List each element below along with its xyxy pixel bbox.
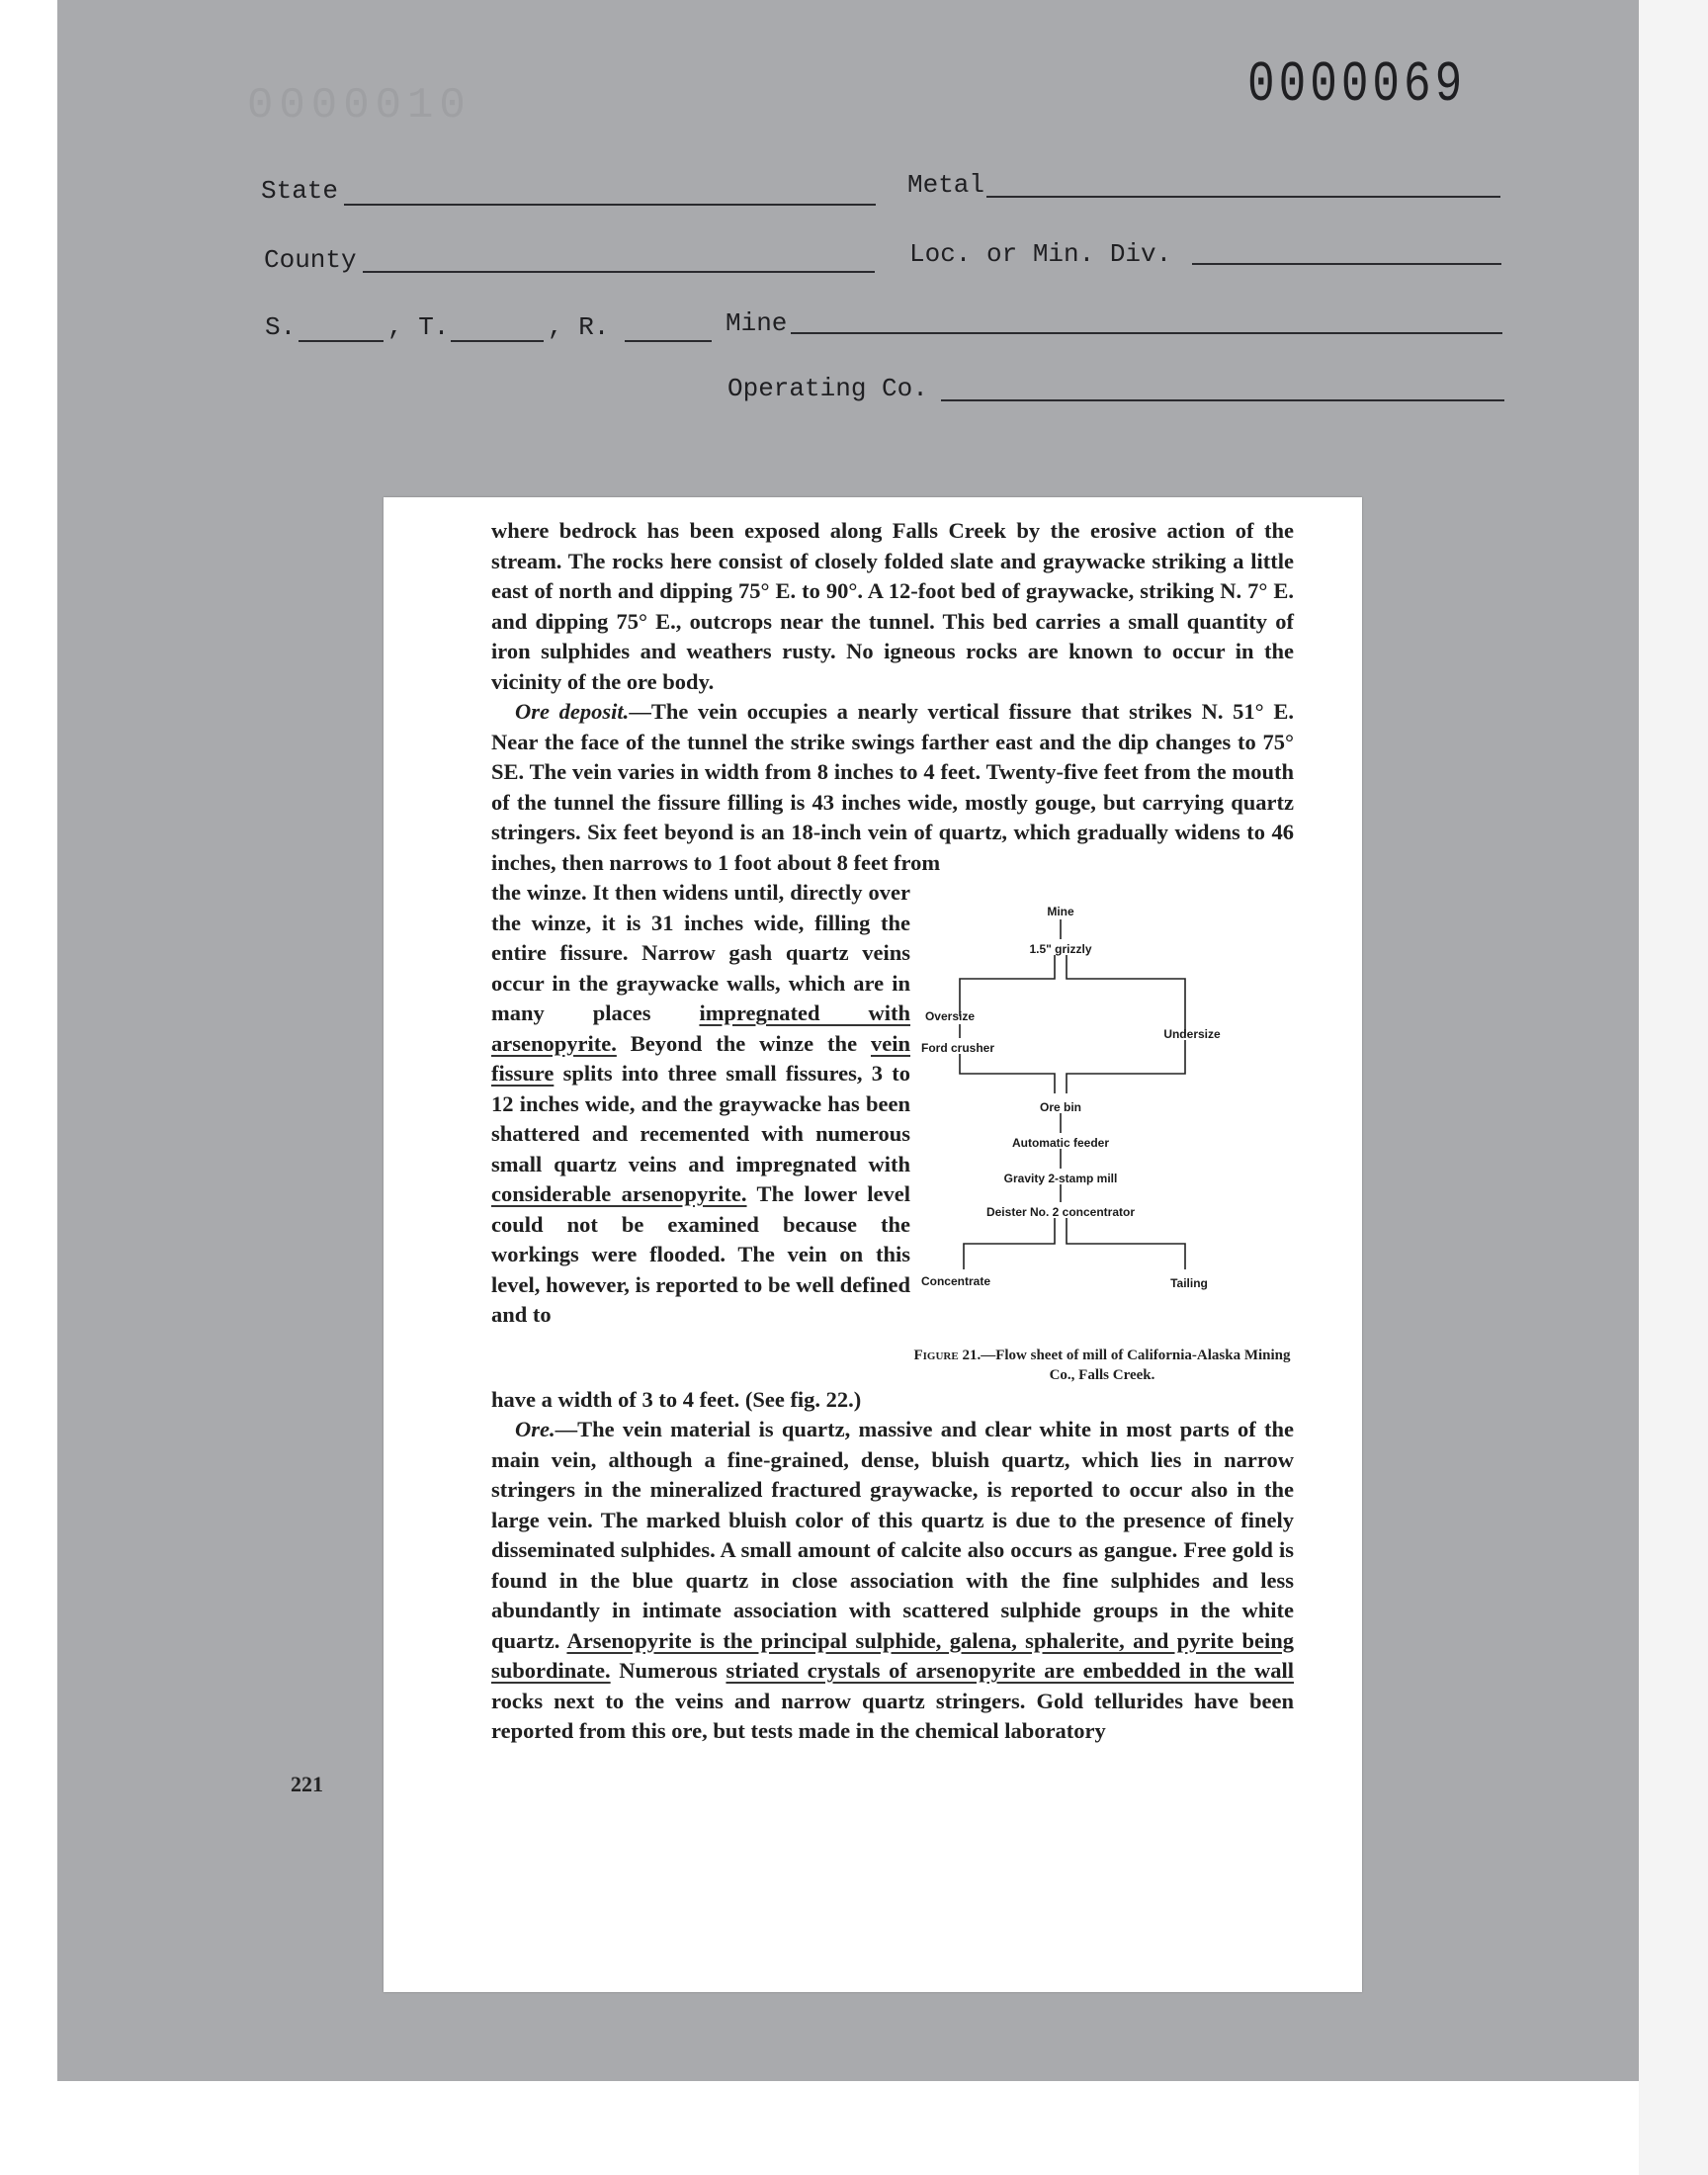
range-label: , R. [548,312,610,342]
node-mine: Mine [1047,905,1074,918]
underlined-text-3: considerable arsenopyrite. [491,1181,747,1206]
node-concentrate: Concentrate [920,1274,991,1288]
ore-text-b: Numerous [610,1658,726,1683]
node-mill: Gravity 2-stamp mill [1003,1172,1118,1185]
node-ore-bin: Ore bin [1039,1100,1082,1114]
ore-underlined-1: Arsenopyrite is the principal sulphide, galena, sphalerite, and pyrite being subordinate. [491,1627,1294,1683]
ore-text-c: rocks next to the veins and narrow quartz stringers. Gold tellurides have been reported from this ore, but tests made in the chemical laboratory [491,1688,1294,1743]
underlined-text-2: vein fissure [491,1030,910,1086]
underlined-text-1: impregnated with arsenopyrite. [491,1000,910,1056]
node-feeder: Automatic feeder [1011,1136,1110,1150]
opco-field-line[interactable] [941,399,1504,401]
ore-heading: Ore. [515,1417,555,1441]
figure-caption-text: —Flow sheet of mill of California-Alaska Mining Co., Falls Creek. [981,1347,1291,1383]
figure-caption-label: Figure 21. [913,1347,982,1363]
mine-label: Mine [726,308,788,338]
wrapped-text-c: splits into three small fissures, 3 to 12 inches wide, and the graywacke has been shattered and recemented with numerous small quartz veins and impregnated with [491,1061,910,1176]
node-oversize: Oversize [924,1009,976,1023]
paragraph-width: have a width of 3 to 4 feet. (See fig. 22.) [491,1386,862,1412]
ore-underlined-2: striated crystals of arsenopyrite are embedded in the wall [726,1658,1294,1683]
figure-21 [910,878,1294,1385]
opco-label: Operating Co. [727,374,928,403]
node-concentrator: Deister No. 2 concentrator [985,1205,1136,1219]
wrapped-text-b: Beyond the winze the [616,1030,871,1056]
township-field-line[interactable] [451,340,544,342]
page-text [491,516,1294,1747]
wrapped-text-d: The lower level could not be examined because the workings were flooded. The vein on this level, however, is reported to be well defined and to [491,1181,910,1327]
scan-edge [1639,0,1708,2175]
metal-label: Metal [907,170,985,200]
ore-deposit-text: —The vein occupies a nearly vertical fissure that strikes N. 51° E. Near the face of the tunnel the strike swings farther east and the dip changes to 75° SE. The vein varies in width from 8 inches to 4 feet. Twenty-five feet from the mouth of the tunnel the fissure filling is 43 inches wide, mostly gouge, but carrying quartz stringers. Six feet beyond is an 18-inch vein of quartz, which gradually widens to 46 inches, then narrows to 1 foot about 8 feet from [491,699,1294,875]
loc-field-line[interactable] [1192,263,1501,265]
county-label: County [264,245,357,275]
range-field-line[interactable] [625,340,712,342]
paragraph-ore [491,1415,1294,1747]
ghost-serial: 0000010 [247,81,471,130]
ore-text-a: —The vein material is quartz, massive and clear white in most parts of the main vein, although a fine-grained, dense, bluish quartz, which lies in narrow stringers in the mineralized fractured graywacke, is reported to occur also in the large vein. The marked bluish color of this quartz is due to the presence of finely disseminated sulphides. A small amount of calcite also occurs as gangue. Free gold is found in the blue quartz in close association with the fine sulphides and less abundantly in intimate association with scattered sulphide groups in the white quartz. [491,1417,1294,1653]
county-field-line[interactable] [363,271,875,273]
mine-field-line[interactable] [791,332,1502,334]
metal-field-line[interactable] [986,196,1500,198]
node-tailing: Tailing [1170,1276,1208,1290]
wrapped-text-a: the winze. It then widens until, directly over the winze, it is 31 inches wide, filling the entire fissure. Narrow gash quartz veins occur in the graywacke walls, which are in many places [491,880,910,1025]
state-field-line[interactable] [344,204,876,206]
wrapped-text-column [491,878,910,1385]
node-undersize: Undersize [1163,1027,1221,1041]
page-number: 221 [291,1772,323,1796]
paragraph-bedrock: where bedrock has been exposed along Falls Creek by the erosive action of the stream. The rocks here consist of closely folded slate and graywacke striking a little east of north and dipping 75° E. to 90°. A 12-foot bed of graywacke, striking N. 7° E. and dipping 75° E., outcrops near the tunnel. This bed carries a small quantity of iron sulphides and weathers rusty. No igneous rocks are known to occur in the vicinity of the ore body. [491,518,1294,694]
serial-number: 0000069 [1247,52,1467,118]
ore-deposit-heading: Ore deposit. [515,699,630,724]
node-grizzly: 1.5" grizzly [1029,942,1092,956]
section-field-line[interactable] [299,340,384,342]
text-figure-wrap [491,878,1294,1385]
state-label: State [261,176,339,206]
flow-sheet-diagram [910,878,1294,1333]
loc-label: Loc. or Min. Div. [909,239,1172,269]
township-label: , T. [387,312,450,342]
paragraph-ore-deposit [491,697,1294,878]
node-crusher: Ford crusher [920,1041,995,1055]
section-label: S. [265,312,297,342]
figure-caption [910,1346,1294,1385]
